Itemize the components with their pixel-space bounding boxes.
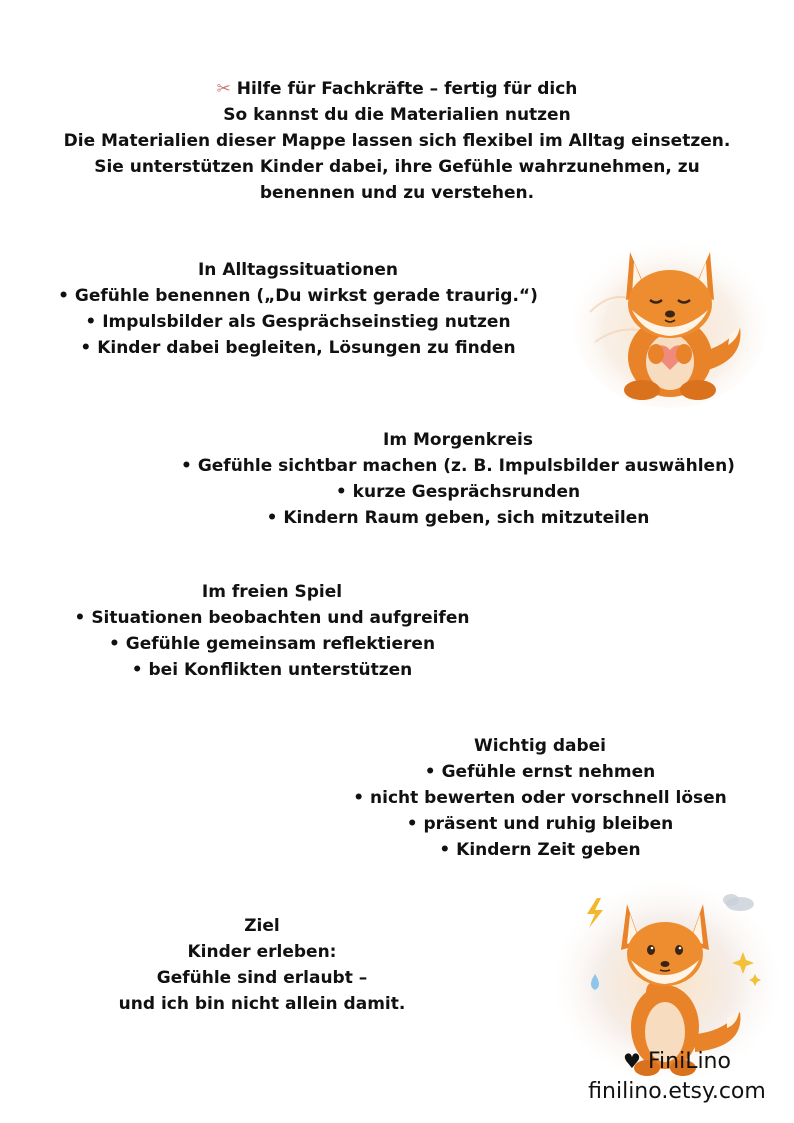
brand-footer: [560, 1046, 794, 1107]
section-wichtig: [340, 733, 740, 863]
list-item: • Impulsbilder als Gesprächseinstieg nutzen: [85, 312, 511, 332]
brand-url: finilino.etsy.com: [588, 1079, 766, 1104]
list-item: • Gefühle benennen („Du wirkst gerade traurig.“): [58, 286, 538, 306]
section-morgenkreis: [180, 427, 736, 531]
list-item: • Gefühle gemeinsam reflektieren: [108, 634, 436, 654]
list-item: • kurze Gesprächsrunden: [335, 482, 581, 502]
list-item: Gefühle sind erlaubt –: [156, 968, 368, 988]
list-item: • präsent und ruhig bleiben: [406, 814, 674, 834]
scissors-icon: ✂: [216, 79, 231, 99]
section-title: Ziel: [244, 916, 280, 936]
intro-heading-line: ✂ Hilfe für Fachkräfte – fertig für dich: [216, 79, 578, 99]
intro-text-line: Sie unterstützen Kinder dabei, ihre Gefühle wahrzunehmen, zu: [94, 157, 700, 177]
section-title: Wichtig dabei: [474, 736, 606, 756]
calm-fox-illustration: [570, 222, 770, 408]
intro-text-line: benennen und zu verstehen.: [259, 183, 535, 203]
list-item: • Kindern Raum geben, sich mitzuteilen: [266, 508, 650, 528]
brand-name-line: [560, 1046, 794, 1077]
section-title: Im freien Spiel: [201, 582, 343, 602]
list-item: • Kinder dabei begleiten, Lösungen zu finden: [80, 338, 516, 358]
list-item: • Kindern Zeit geben: [439, 840, 641, 860]
list-item: • Gefühle ernst nehmen: [424, 762, 656, 782]
list-item: • bei Konflikten unterstützen: [131, 660, 413, 680]
list-item: • nicht bewerten oder vorschnell lösen: [353, 788, 727, 808]
section-title: In Alltagssituationen: [197, 260, 399, 280]
list-item: • Gefühle sichtbar machen (z. B. Impulsbilder auswählen): [181, 456, 735, 476]
section-title: Im Morgenkreis: [383, 430, 533, 450]
list-item: und ich bin nicht allein damit.: [118, 994, 406, 1014]
heart-icon: ♥: [623, 1049, 641, 1073]
list-item: • Situationen beobachten und aufgreifen: [74, 608, 470, 628]
brand-name: FiniLino: [647, 1049, 731, 1074]
section-alltag: [40, 257, 556, 361]
intro-block: [40, 76, 754, 206]
intro-text-line: Die Materialien dieser Mappe lassen sich flexibel im Alltag einsetzen.: [63, 131, 731, 151]
list-item: Kinder erleben:: [187, 942, 337, 962]
intro-subheading: So kannst du die Materialien nutzen: [223, 105, 571, 125]
section-freies-spiel: [40, 579, 504, 683]
section-ziel: [80, 913, 444, 1017]
